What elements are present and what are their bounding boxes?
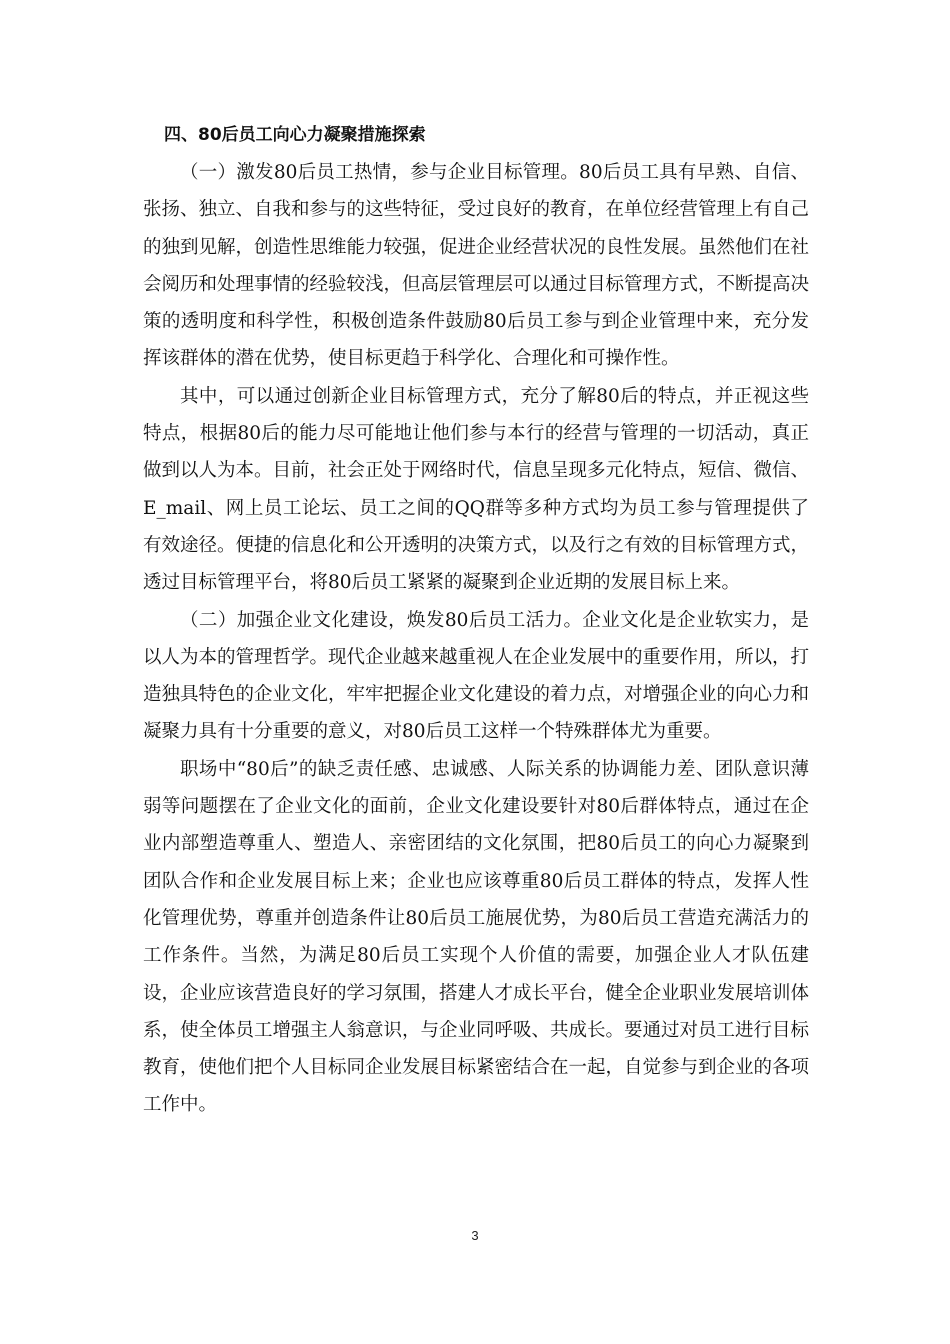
paragraph-3: （二）加强企业文化建设，焕发80后员工活力。企业文化是企业软实力，是以人为本的管理哲学。现代企业越来越重视人在企业发展中的重要作用，所以，打造独具特色的企业文化，牢牢把握企业文化建设的着力点，对增强企业的向心力和凝聚力具有十分重要的意义，对80后员工这样一个特殊群体尤为重要。 [143, 609, 810, 743]
document-body [143, 117, 809, 1124]
paragraph-4: 职场中“80后”的缺乏责任感、忠诚感、人际关系的协调能力差、团队意识薄弱等问题摆在了企业文化的面前，企业文化建设要针对80后群体特点，通过在企业内部塑造尊重人、塑造人、亲密团结的文化氛围，把80后员工的向心力凝聚到团队合作和企业发展目标上来；企业也应该尊重80后员工群体的特点，发挥人性化管理优势，尊重并创造条件让80后员工施展优势，为80后员工营造充满活力的工作条件。当然，为满足80后员工实现个人价值的需要，加强企业人才队伍建设，企业应该营造良好的学习氛围，搭建人才成长平台，健全企业职业发展培训体系，使全体员工增强主人翁意识，与企业同呼吸、共成长。要通过对员工进行目标教育，使他们把个人目标同企业发展目标紧密结合在一起，自觉参与到企业的各项工作中。 [143, 758, 810, 1116]
paragraph-2: 其中，可以通过创新企业目标管理方式，充分了解80后的特点，并正视这些特点，根据80后的能力尽可能地让他们参与本行的经营与管理的一切活动，真正做到以人为本。目前，社会正处于网络时代，信息呈现多元化特点，短信、微信、E_mail、网上员工论坛、员工之间的QQ群等多种方式均为员工参与管理提供了有效途径。便捷的信息化和公开透明的决策方式，以及行之有效的目标管理方式，透过目标管理平台，将80后员工紧紧的凝聚到企业近期的发展目标上来。 [143, 385, 810, 594]
paragraph-1: （一）激发80后员工热情，参与企业目标管理。80后员工具有早熟、自信、张扬、独立、自我和参与的这些特征，受过良好的教育，在单位经营管理上有自己的独到见解，创造性思维能力较强，促进企业经营状况的良性发展。虽然他们在社会阅历和处理事情的经验较浅，但高层管理层可以通过目标管理方式，不断提高决策的透明度和科学性，积极创造条件鼓励80后员工参与到企业管理中来，充分发挥该群体的潜在优势，使目标更趋于科学化、合理化和可操作性。 [143, 162, 810, 370]
section-heading: 四、80后员工向心力凝聚措施探索 [164, 125, 426, 145]
page-number: 3 [471, 1228, 479, 1243]
